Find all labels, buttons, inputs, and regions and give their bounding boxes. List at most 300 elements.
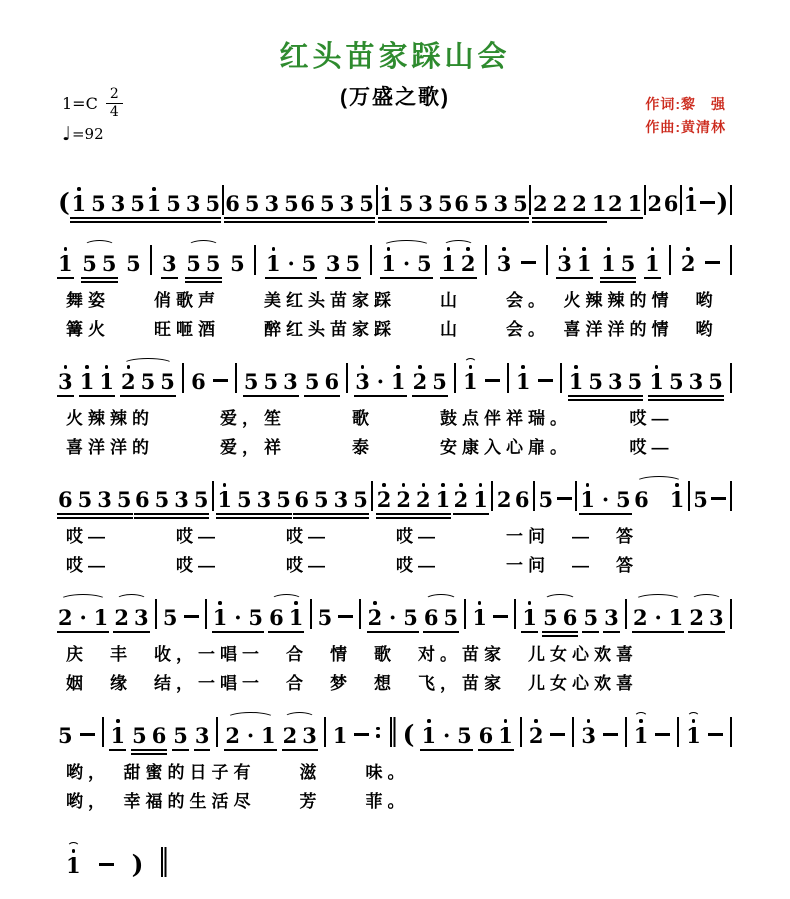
note-group xyxy=(58,718,73,746)
barline xyxy=(625,717,627,747)
note-group xyxy=(225,718,275,746)
note-digit: 5 xyxy=(437,191,453,216)
note-cell xyxy=(213,600,228,628)
note-cell xyxy=(368,600,383,628)
barline xyxy=(454,363,456,393)
composer-credit: 作曲:黄清林 xyxy=(645,119,726,136)
note-digit: 3 xyxy=(58,369,73,394)
barline xyxy=(205,599,207,629)
note-digit: 2 xyxy=(121,369,136,394)
note-digit: 1 xyxy=(686,723,701,748)
note-cell xyxy=(91,186,106,214)
lyric-line-1b: 篝火 旺咂酒 醉红头苗家踩 山 会。 喜洋洋的情 哟 xyxy=(66,320,718,339)
note-digit: 2 xyxy=(453,487,469,512)
note-group xyxy=(689,600,723,628)
note-digit: 2 xyxy=(367,605,383,630)
note-cell xyxy=(621,246,636,274)
note-cell xyxy=(689,364,704,392)
note-cell xyxy=(283,718,298,746)
note-cell xyxy=(413,364,428,392)
barline xyxy=(324,717,326,747)
note-digit: 6 xyxy=(634,487,649,512)
note-cell xyxy=(160,364,175,392)
note-digit: 3 xyxy=(493,191,509,216)
note-group xyxy=(479,718,513,746)
note-cell xyxy=(232,600,243,628)
note-digit: · xyxy=(376,369,385,394)
close-paren: ) xyxy=(131,849,144,879)
note-group xyxy=(664,186,679,214)
note-group xyxy=(294,482,368,510)
note-group xyxy=(608,186,642,214)
note-group xyxy=(580,482,630,510)
score-block-1 xyxy=(58,237,732,341)
note-cell xyxy=(334,482,349,510)
note-digit: 1 xyxy=(591,191,607,216)
note-cell xyxy=(436,482,451,510)
barline xyxy=(533,481,535,511)
note-digit: 2 xyxy=(376,487,392,512)
note-cell xyxy=(375,364,386,392)
note-digit: 5 xyxy=(243,369,259,394)
barline xyxy=(150,245,152,275)
barline xyxy=(520,717,522,747)
note-group xyxy=(684,186,699,214)
note-group xyxy=(424,600,458,628)
note-digit: 2 xyxy=(552,191,568,216)
score-block-3 xyxy=(58,473,732,577)
note-digit: 5 xyxy=(101,251,117,276)
note-digit: 3 xyxy=(496,251,512,276)
note-group xyxy=(472,600,487,628)
note-cell xyxy=(173,718,188,746)
note-digit: 5 xyxy=(627,369,643,394)
note-digit: 1 xyxy=(66,853,81,878)
note-cell xyxy=(94,600,109,628)
note-cell xyxy=(463,364,478,392)
note-group xyxy=(283,718,317,746)
barline xyxy=(514,599,516,629)
note-digit: 5 xyxy=(417,251,432,276)
note-digit: 3 xyxy=(339,191,355,216)
note-digit: 2 xyxy=(225,723,240,748)
note-group xyxy=(318,600,333,628)
note-digit: 6 xyxy=(225,191,240,216)
note-cell xyxy=(261,718,276,746)
note-group xyxy=(633,600,683,628)
note-cell xyxy=(634,718,649,746)
note-digit: 1 xyxy=(421,723,437,748)
note-digit: 1 xyxy=(266,251,281,276)
note-digit: 5 xyxy=(248,605,264,630)
note-digit: 1 xyxy=(435,487,451,512)
note-digit: 6 xyxy=(663,191,679,216)
note-cell xyxy=(141,364,156,392)
note-cell xyxy=(284,186,299,214)
note-cell xyxy=(387,600,398,628)
note-digit: 1 xyxy=(580,487,596,512)
header-row xyxy=(0,79,790,165)
note-cell xyxy=(580,482,595,510)
duration-dash xyxy=(711,497,726,500)
barline xyxy=(507,363,509,393)
time-signature-numerator: 2 xyxy=(106,87,123,104)
notation-line-coda xyxy=(58,839,732,885)
note-digit: 5 xyxy=(126,251,141,276)
barline xyxy=(346,363,348,393)
note-digit: 3 xyxy=(557,251,572,276)
note-digit: 5 xyxy=(353,487,368,512)
note-digit: 5 xyxy=(543,605,558,630)
lyric-line-5a: 哟， 甜蜜的日子有 滋 味。 xyxy=(66,763,410,782)
note-digit: 6 xyxy=(454,191,469,216)
note-cell xyxy=(225,186,240,214)
note-group xyxy=(244,364,298,392)
note-group xyxy=(377,482,451,510)
note-digit: 1 xyxy=(79,369,95,394)
note-digit: 1 xyxy=(212,605,228,630)
note-cell xyxy=(588,364,603,392)
note-cell xyxy=(628,364,643,392)
note-cell xyxy=(669,364,684,392)
duration-dash xyxy=(213,379,228,382)
note-cell xyxy=(132,718,147,746)
note-digit: · xyxy=(246,723,255,748)
note-cell xyxy=(628,186,643,214)
note-digit: 5 xyxy=(244,191,260,216)
note-digit: 5 xyxy=(173,723,188,748)
note-group xyxy=(634,718,649,746)
note-digit: 6 xyxy=(58,487,73,512)
note-cell xyxy=(633,600,648,628)
note-cell xyxy=(58,482,73,510)
note-cell xyxy=(353,482,368,510)
note-digit: 1 xyxy=(261,723,276,748)
barline xyxy=(464,599,466,629)
duration-dash xyxy=(705,261,720,264)
duration-dash xyxy=(708,733,723,736)
note-cell xyxy=(681,246,696,274)
note-digit: 3 xyxy=(264,191,280,216)
note-cell xyxy=(114,600,129,628)
note-digit: 6 xyxy=(151,723,167,748)
barline xyxy=(222,185,224,215)
note-cell xyxy=(572,186,587,214)
note-digit: 1 xyxy=(668,605,684,630)
note-cell xyxy=(497,482,512,510)
note-cell xyxy=(58,364,73,392)
note-cell xyxy=(110,718,125,746)
note-cell xyxy=(563,600,578,628)
note-cell xyxy=(66,848,81,876)
note-digit: 1 xyxy=(99,369,114,394)
note-digit: 3 xyxy=(194,723,210,748)
note-cell xyxy=(577,246,592,274)
note-cell xyxy=(515,482,530,510)
note-cell xyxy=(302,718,317,746)
note-digit: 1 xyxy=(288,605,304,630)
note-digit: 5 xyxy=(91,191,106,216)
note-digit: 5 xyxy=(132,723,147,748)
note-group xyxy=(126,246,141,274)
note-group xyxy=(230,246,245,274)
note-group xyxy=(191,364,206,392)
note-cell xyxy=(709,600,724,628)
note-cell xyxy=(355,364,370,392)
note-digit: 3 xyxy=(302,723,317,748)
note-group xyxy=(601,246,635,274)
note-digit: 1 xyxy=(332,723,348,748)
lyric-line-5b: 哟， 幸福的生活尽 芳 菲。 xyxy=(66,792,410,811)
note-cell xyxy=(533,186,548,214)
open-paren: ( xyxy=(402,719,415,749)
barline xyxy=(669,245,671,275)
note-digit: 1 xyxy=(576,251,592,276)
note-cell xyxy=(264,364,279,392)
score-area xyxy=(0,177,790,885)
note-cell xyxy=(377,482,392,510)
note-digit: 2 xyxy=(460,251,476,276)
lyric-line-4b: 姻 缘 结，一唱一 合 梦 想 飞，苗家 儿女心欢喜 xyxy=(66,674,638,693)
note-cell xyxy=(230,246,245,274)
barline xyxy=(182,363,184,393)
note-cell xyxy=(300,186,315,214)
note-digit: 5 xyxy=(359,191,374,216)
note-digit: 2 xyxy=(633,605,648,630)
note-cell xyxy=(58,600,73,628)
lyric-line-4a: 庆 丰 收，一唱一 合 情 歌 对。苗家 儿女心欢喜 xyxy=(66,645,638,664)
barline xyxy=(730,599,732,629)
note-digit: 5 xyxy=(186,251,201,276)
note-group xyxy=(135,482,209,510)
sheet-music-page xyxy=(0,34,790,899)
note-digit: 1 xyxy=(627,191,643,216)
note-digit: 5 xyxy=(205,191,221,216)
quarter-note-icon: ♩ xyxy=(62,123,71,146)
note-group xyxy=(163,600,178,628)
note-group xyxy=(266,246,316,274)
note-cell xyxy=(522,600,537,628)
note-digit: 3 xyxy=(256,487,272,512)
note-cell xyxy=(276,482,291,510)
note-digit: 5 xyxy=(616,487,631,512)
repeat-dots xyxy=(376,727,380,738)
note-cell xyxy=(432,364,447,392)
note-digit: 5 xyxy=(304,369,320,394)
note-group xyxy=(58,482,132,510)
note-cell xyxy=(289,600,304,628)
note-cell xyxy=(340,186,355,214)
note-cell xyxy=(417,246,432,274)
note-digit: 6 xyxy=(269,605,284,630)
note-cell xyxy=(346,246,361,274)
note-digit: 1 xyxy=(463,369,478,394)
note-cell xyxy=(648,186,663,214)
note-digit: 5 xyxy=(160,369,175,394)
note-cell xyxy=(616,482,631,510)
note-cell xyxy=(186,246,201,274)
note-cell xyxy=(592,186,607,214)
note-cell xyxy=(80,364,95,392)
note-cell xyxy=(516,364,531,392)
note-group xyxy=(300,186,374,214)
note-group xyxy=(186,246,220,274)
note-cell xyxy=(99,364,114,392)
note-cell xyxy=(325,364,340,392)
note-cell xyxy=(421,718,436,746)
note-digit: 2 xyxy=(114,605,129,630)
note-digit: 3 xyxy=(709,605,724,630)
note-group xyxy=(441,246,475,274)
note-cell xyxy=(135,482,150,510)
subtitle: (万盛之歌) xyxy=(340,86,450,109)
note-group xyxy=(497,246,512,274)
note-digit: 1 xyxy=(568,369,584,394)
note-digit: 2 xyxy=(58,605,73,630)
note-digit: 3 xyxy=(133,605,149,630)
note-digit: 5 xyxy=(140,369,156,394)
note-digit: 6 xyxy=(324,369,340,394)
note-cell xyxy=(553,186,568,214)
note-digit: 1 xyxy=(381,251,396,276)
note-group xyxy=(634,482,684,510)
note-digit: 1 xyxy=(472,605,488,630)
note-cell xyxy=(479,718,494,746)
note-group xyxy=(581,718,596,746)
note-group xyxy=(355,364,405,392)
note-digit: · xyxy=(654,605,662,630)
barline xyxy=(491,481,493,511)
note-group xyxy=(121,364,175,392)
notation-line-intro xyxy=(58,177,732,223)
note-digit: 2 xyxy=(496,487,512,512)
note-cell xyxy=(498,718,513,746)
note-digit: 6 xyxy=(562,605,578,630)
note-group xyxy=(58,600,108,628)
duration-dash xyxy=(538,379,553,382)
note-cell xyxy=(457,718,472,746)
note-cell xyxy=(82,246,97,274)
note-cell xyxy=(686,718,701,746)
note-cell xyxy=(302,246,317,274)
note-group xyxy=(379,186,453,214)
note-group xyxy=(58,246,73,274)
note-cell xyxy=(134,600,149,628)
duration-dash xyxy=(80,733,95,736)
note-group xyxy=(538,482,553,510)
note-digit: 5 xyxy=(230,251,245,276)
note-digit: 2 xyxy=(396,487,411,512)
note-cell xyxy=(237,482,252,510)
barline xyxy=(730,363,732,393)
note-group xyxy=(497,482,512,510)
note-cell xyxy=(194,482,209,510)
note-digit: 5 xyxy=(457,723,472,748)
note-digit: · xyxy=(442,723,451,748)
note-cell xyxy=(58,246,73,274)
note-cell xyxy=(645,246,660,274)
lyric-line-2b: 喜洋洋的 爱，祥 泰 安康入心扉。 哎— xyxy=(66,438,674,457)
notation-line-4 xyxy=(58,591,732,637)
note-cell xyxy=(441,246,456,274)
duration-dash xyxy=(184,615,199,618)
note-digit: 5 xyxy=(82,251,97,276)
barline xyxy=(677,717,679,747)
note-cell xyxy=(244,364,259,392)
note-digit: 5 xyxy=(398,191,414,216)
note-cell xyxy=(454,482,469,510)
note-group xyxy=(693,482,708,510)
note-digit: 6 xyxy=(300,191,316,216)
barline xyxy=(688,481,690,511)
note-digit: 1 xyxy=(498,723,513,748)
note-digit: 3 xyxy=(604,605,619,630)
note-group xyxy=(569,364,643,392)
note-cell xyxy=(155,482,170,510)
duration-dash xyxy=(550,733,565,736)
barline xyxy=(644,185,646,215)
final-barline xyxy=(161,847,163,877)
note-group xyxy=(82,246,116,274)
note-cell xyxy=(117,482,132,510)
barline xyxy=(572,717,574,747)
note-cell xyxy=(78,600,89,628)
note-digit: 1 xyxy=(645,251,660,276)
note-digit: 5 xyxy=(236,487,252,512)
duration-dash xyxy=(521,261,536,264)
note-digit: 1 xyxy=(683,191,699,216)
note-digit: 2 xyxy=(680,251,696,276)
note-cell xyxy=(326,246,341,274)
note-cell xyxy=(493,186,508,214)
note-group xyxy=(80,364,114,392)
note-cell xyxy=(174,482,189,510)
note-group xyxy=(368,600,418,628)
note-cell xyxy=(294,482,309,510)
note-cell xyxy=(708,364,723,392)
note-digit: 1 xyxy=(633,723,649,748)
barline xyxy=(102,717,104,747)
note-digit: 2 xyxy=(412,369,428,394)
close-paren: ) xyxy=(716,187,729,217)
note-digit: 6 xyxy=(423,605,439,630)
note-cell xyxy=(318,600,333,628)
note-cell xyxy=(444,600,459,628)
note-cell xyxy=(379,186,394,214)
note-digit: 1 xyxy=(379,191,394,216)
note-group xyxy=(515,482,530,510)
note-digit: 2 xyxy=(689,605,704,630)
note-cell xyxy=(418,186,433,214)
note-cell xyxy=(320,186,335,214)
barline xyxy=(485,245,487,275)
note-group xyxy=(305,364,339,392)
note-group xyxy=(681,246,696,274)
note-digit: 6 xyxy=(191,369,206,394)
lyric-line-1a: 舞姿 俏歌声 美红头苗家踩 山 会。 火辣辣的情 哟 xyxy=(66,291,718,310)
note-cell xyxy=(538,482,553,510)
note-cell xyxy=(497,246,512,274)
note-cell xyxy=(654,482,665,510)
note-group xyxy=(71,186,145,214)
note-group xyxy=(649,364,723,392)
duration-dash xyxy=(603,733,618,736)
note-digit: 5 xyxy=(538,487,554,512)
note-digit: 3 xyxy=(325,251,341,276)
note-cell xyxy=(399,186,414,214)
lyricist-credit: 作词:黎 强 xyxy=(645,96,726,112)
note-digit: · xyxy=(287,251,295,276)
